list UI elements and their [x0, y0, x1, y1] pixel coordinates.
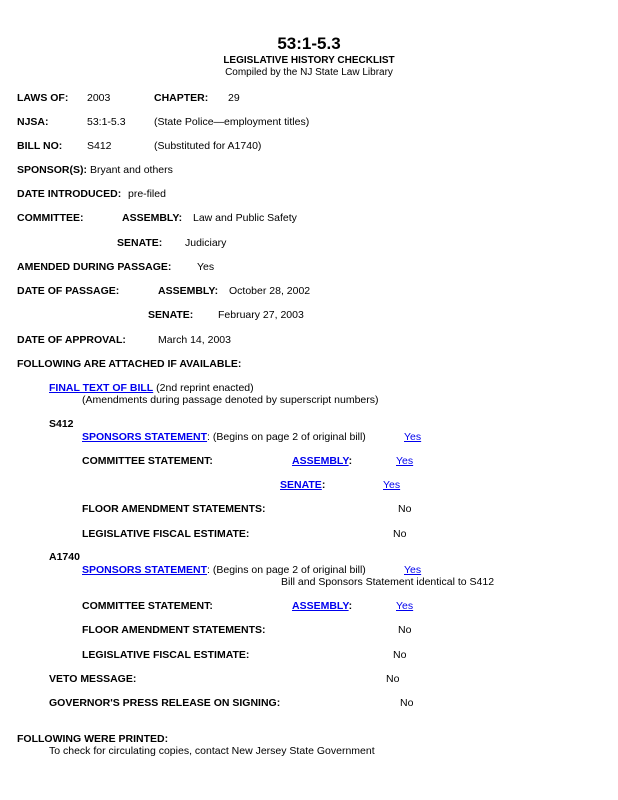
passage-assembly-value: October 28, 2002	[229, 285, 311, 297]
s412-sponsors-note: : (Begins on page 2 of original bill)	[207, 431, 366, 443]
chapter-value: 29	[228, 92, 240, 104]
committee-label: COMMITTEE:	[17, 212, 84, 224]
s412-senate-row	[280, 479, 325, 491]
amended-label: AMENDED DURING PASSAGE:	[17, 261, 172, 273]
following-printed-note: To check for circulating copies, contact New Jersey State Government	[49, 745, 375, 757]
committee-assembly-label: ASSEMBLY:	[122, 212, 183, 224]
s412-sponsors-statement-link[interactable]: SPONSORS STATEMENT	[82, 431, 208, 443]
laws-of-value: 2003	[87, 92, 111, 104]
s412-assembly-link[interactable]: ASSEMBLY	[292, 455, 349, 467]
a1740-assembly-link[interactable]: ASSEMBLY	[292, 600, 349, 612]
njsa-label: NJSA:	[17, 116, 49, 128]
page-title: 53:1-5.3	[277, 34, 341, 53]
s412-floor-label: FLOOR AMENDMENT STATEMENTS:	[82, 503, 266, 515]
chapter-label: CHAPTER:	[154, 92, 209, 104]
compiled-by: Compiled by the NJ State Law Library	[225, 67, 393, 78]
amended-value: Yes	[197, 261, 215, 273]
a1740-assembly-colon: :	[348, 600, 353, 612]
committee-senate-value: Judiciary	[185, 237, 227, 249]
date-of-approval-value: March 14, 2003	[158, 334, 231, 346]
committee-senate-label: SENATE:	[117, 237, 163, 249]
a1740-committee-label: COMMITTEE STATEMENT:	[82, 600, 213, 612]
bill-no-note: (Substituted for A1740)	[154, 140, 262, 152]
a1740-heading: A1740	[49, 551, 80, 563]
bill-no-label: BILL NO:	[17, 140, 63, 152]
passage-senate-label: SENATE:	[148, 309, 194, 321]
final-text-row	[49, 382, 254, 394]
a1740-sponsors-row	[82, 564, 366, 576]
njsa-value: 53:1-5.3	[87, 116, 126, 128]
s412-sponsors-row	[82, 431, 366, 443]
s412-assembly-yes-link[interactable]: Yes	[396, 455, 414, 467]
a1740-assembly-row	[292, 600, 352, 612]
press-release-value: No	[400, 697, 414, 709]
veto-value: No	[386, 673, 400, 685]
a1740-sponsors-statement-link[interactable]: SPONSORS STATEMENT	[82, 564, 208, 576]
s412-floor-value: No	[398, 503, 412, 515]
following-attached-heading: FOLLOWING ARE ATTACHED IF AVAILABLE:	[17, 358, 242, 370]
a1740-fiscal-value: No	[393, 649, 407, 661]
a1740-sponsors-yes-link[interactable]: Yes	[404, 564, 422, 576]
sponsors-label: SPONSOR(S):	[17, 164, 88, 176]
final-text-amend-note: (Amendments during passage denoted by superscript numbers)	[82, 394, 379, 406]
a1740-floor-value: No	[398, 624, 412, 636]
s412-assembly-colon: :	[348, 455, 353, 467]
sponsors-value: Bryant and others	[90, 164, 173, 176]
a1740-sponsors-note: : (Begins on page 2 of original bill)	[207, 564, 366, 576]
a1740-assembly-yes-link[interactable]: Yes	[396, 600, 414, 612]
s412-committee-label: COMMITTEE STATEMENT:	[82, 455, 213, 467]
veto-label: VETO MESSAGE:	[49, 673, 137, 685]
s412-heading: S412	[49, 418, 74, 430]
passage-assembly-label: ASSEMBLY:	[158, 285, 219, 297]
s412-senate-yes-link[interactable]: Yes	[383, 479, 401, 491]
final-text-link[interactable]: FINAL TEXT OF BILL	[49, 382, 154, 394]
date-introduced-value: pre-filed	[128, 188, 166, 200]
a1740-floor-label: FLOOR AMENDMENT STATEMENTS:	[82, 624, 266, 636]
date-of-approval-label: DATE OF APPROVAL:	[17, 334, 126, 346]
njsa-note: (State Police—employment titles)	[154, 116, 310, 128]
s412-fiscal-label: LEGISLATIVE FISCAL ESTIMATE:	[82, 528, 250, 540]
date-introduced-label: DATE INTRODUCED:	[17, 188, 122, 200]
s412-assembly-row	[292, 455, 352, 467]
bill-no-value: S412	[87, 140, 112, 152]
s412-fiscal-value: No	[393, 528, 407, 540]
date-of-passage-label: DATE OF PASSAGE:	[17, 285, 120, 297]
following-printed-heading: FOLLOWING WERE PRINTED:	[17, 733, 169, 745]
s412-senate-link[interactable]: SENATE	[280, 479, 322, 491]
laws-of-label: LAWS OF:	[17, 92, 69, 104]
s412-sponsors-yes-link[interactable]: Yes	[404, 431, 422, 443]
passage-senate-value: February 27, 2003	[218, 309, 304, 321]
a1740-fiscal-label: LEGISLATIVE FISCAL ESTIMATE:	[82, 649, 250, 661]
s412-senate-colon: :	[321, 479, 326, 491]
page-subtitle: LEGISLATIVE HISTORY CHECKLIST	[223, 55, 395, 66]
a1740-identical-note: Bill and Sponsors Statement identical to S412	[281, 576, 495, 588]
committee-assembly-value: Law and Public Safety	[193, 212, 297, 224]
press-release-label: GOVERNOR'S PRESS RELEASE ON SIGNING:	[49, 697, 281, 709]
final-text-note: (2nd reprint enacted)	[156, 382, 254, 394]
